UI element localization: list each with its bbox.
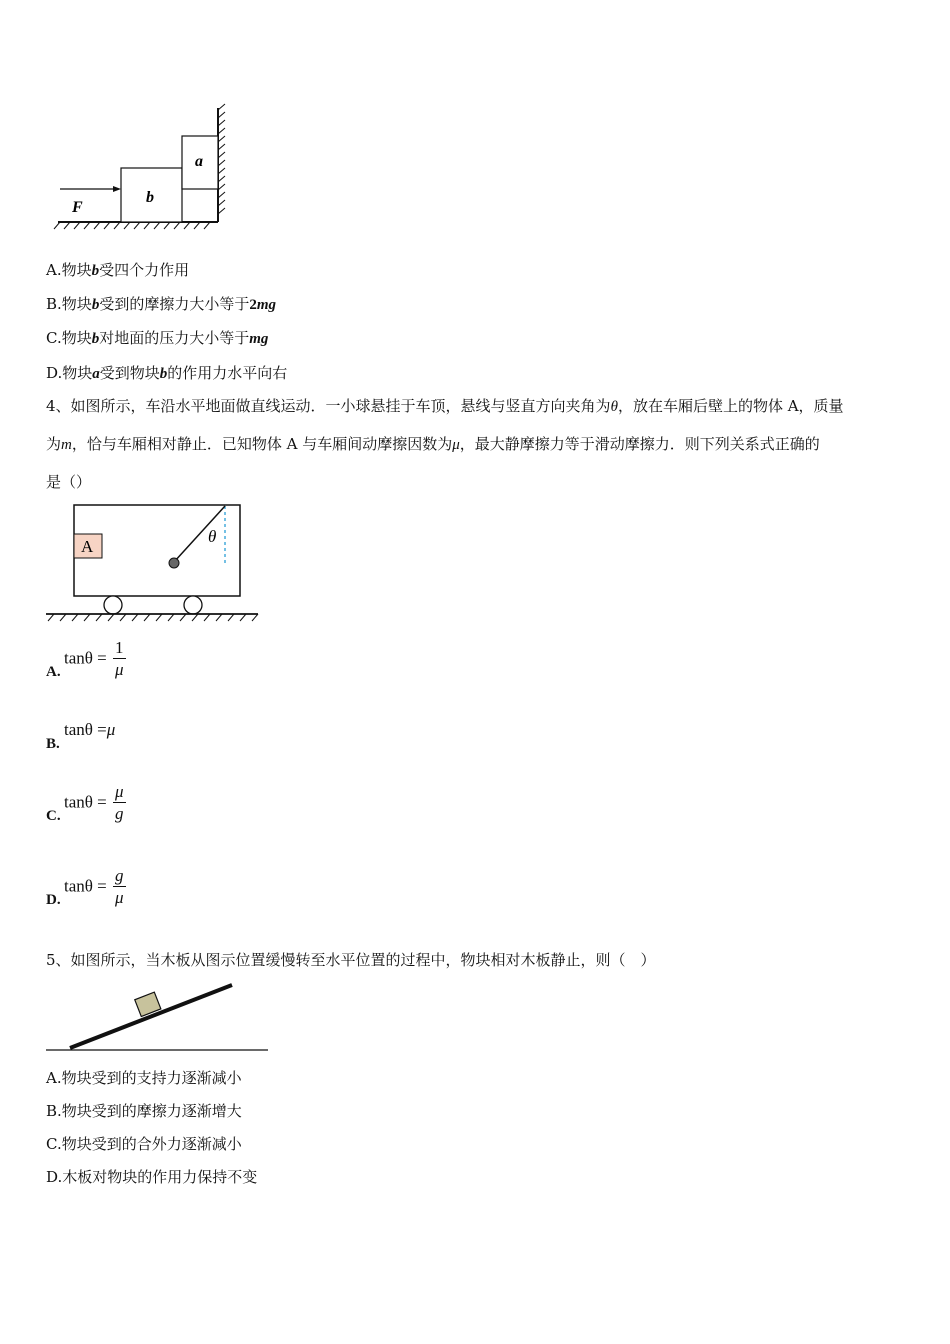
q4-option-d-label[interactable]: D. [46,892,61,908]
q3-option-c[interactable]: C.物块b对地面的压力大小等于mg [46,329,269,347]
q4-option-a-label[interactable]: A. [46,664,61,680]
q3-option-a[interactable]: A.物块b受四个力作用 [46,261,190,279]
q4-option-b-formula: tanθ =μ [64,720,116,739]
block-a-label: a [195,153,203,170]
q4-option-c-label[interactable]: C. [46,808,61,824]
figure-blocks-wall [50,100,240,240]
angle-theta-label: θ [208,527,217,546]
q5-option-d[interactable]: D.木板对物块的作用力保持不变 [46,1168,258,1186]
object-A-label: A [81,537,94,556]
q4-option-b-label[interactable]: B. [46,736,60,752]
block-b-label: b [146,189,154,206]
q4-option-c-formula: tanθ = $\frac{\mu}{g}$ [64,782,124,823]
figure-cart-pendulum [44,500,264,630]
q5-option-c[interactable]: C.物块受到的合外力逐渐减小 [46,1135,242,1153]
q5-option-a[interactable]: A.物块受到的支持力逐渐减小 [46,1069,242,1087]
q4-option-a-formula: tanθ = $\frac{1}{\mu}$ [64,638,124,679]
q3-option-b[interactable]: B.物块b受到的摩擦力大小等于2mg [46,295,276,313]
force-F-label: F [72,199,83,216]
q5-stem: 5、如图所示，当木板从图示位置缓慢转至水平位置的过程中，物块相对木板静止，则（ ） [46,951,656,969]
q3-option-d[interactable]: D.物块a受到物块b的作用力水平向右 [46,364,288,382]
figure-inclined-board [44,978,274,1058]
q4-option-d-formula: tanθ = $\frac{g}{\mu}$ [64,866,124,907]
q5-option-b[interactable]: B.物块受到的摩擦力逐渐增大 [46,1102,242,1120]
q4-stem: 4、如图所示，车沿水平地面做直线运动．一小球悬挂于车顶，悬线与竖直方向夹角为θ，放在车厢后壁上的物体 A，质量 为m，恰与车厢相对静止．已知物体 A 与车厢间动摩擦因数为μ，最大静摩擦力等于滑动摩擦力．则下列关系式正确的 是（） [46,397,844,491]
